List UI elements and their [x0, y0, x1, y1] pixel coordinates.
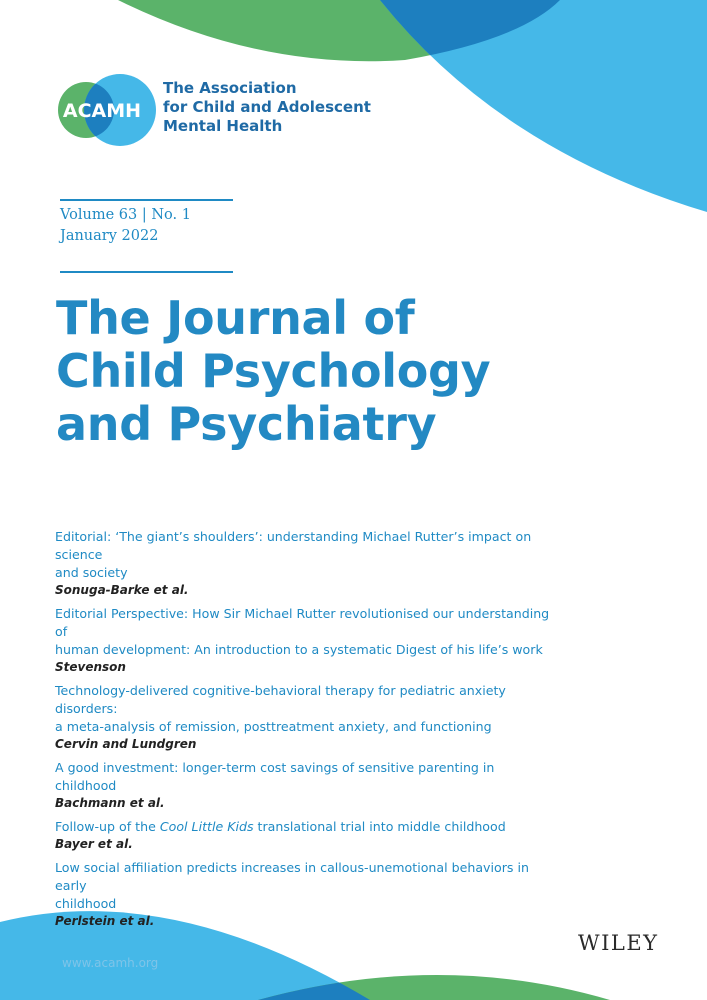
title-text: Technology-delivered cognitive-behavioral therapy for pediatric anxiety disorders:: [55, 683, 506, 716]
article-entry[interactable]: [55, 759, 555, 811]
volume-number: Volume 63 | No. 1: [60, 207, 191, 223]
title-text: Editorial Perspective: How Sir Michael Rutter revolutionised our understanding of: [55, 606, 550, 639]
article-entry[interactable]: [55, 818, 555, 852]
title-text: Editorial: ‘The giant’s shoulders’: understanding Michael Rutter’s impact on science: [55, 529, 532, 562]
acamh-logo: [58, 72, 158, 148]
table-of-contents: [55, 528, 555, 936]
article-authors: Bayer et al.: [55, 837, 133, 851]
article-authors: Cervin and Lundgren: [55, 737, 197, 751]
article-authors: Stevenson: [55, 660, 126, 674]
org-line-3: Mental Health: [163, 117, 283, 135]
title-line-1: The Journal of: [56, 291, 415, 345]
title-italic-text: Cool Little Kids: [159, 819, 254, 834]
title-text: Follow-up of the: [55, 819, 160, 834]
title-text: a meta-analysis of remission, posttreatment anxiety, and functioning: [55, 719, 492, 734]
article-entry[interactable]: [55, 605, 555, 675]
title-text: and society: [55, 565, 128, 580]
logo-text: ACAMH: [62, 100, 142, 122]
organization-name: [163, 79, 371, 136]
article-title: [55, 859, 555, 913]
article-authors: Sonuga-Barke et al.: [55, 583, 189, 597]
title-text: childhood: [55, 896, 117, 911]
journal-title: [56, 292, 490, 451]
issue-info: [60, 205, 191, 247]
title-line-2: Child Psychology: [56, 344, 491, 398]
article-entry[interactable]: [55, 528, 555, 598]
title-text: A good investment: longer-term cost savings of sensitive parenting in childhood: [55, 760, 495, 793]
publisher-logo: WILEY: [578, 931, 659, 955]
article-title: [55, 528, 555, 582]
article-entry[interactable]: [55, 859, 555, 929]
org-line-1: The Association: [163, 79, 297, 97]
title-line-3: and Psychiatry: [56, 397, 437, 451]
article-title: [55, 759, 555, 795]
title-text: human development: An introduction to a systematic Digest of his life’s work: [55, 642, 543, 657]
article-title: [55, 818, 555, 836]
article-title: [55, 682, 555, 736]
issue-date: January 2022: [60, 228, 159, 244]
article-title: [55, 605, 555, 659]
article-authors: Bachmann et al.: [55, 796, 165, 810]
divider-bottom: [60, 271, 233, 273]
article-entry[interactable]: [55, 682, 555, 752]
website-link[interactable]: www.acamh.org: [62, 956, 159, 970]
title-text: translational trial into middle childhood: [253, 819, 506, 834]
org-line-2: for Child and Adolescent: [163, 98, 371, 116]
article-authors: Perlstein et al.: [55, 914, 155, 928]
divider-top: [60, 199, 233, 201]
title-text: Low social affiliation predicts increases in callous-unemotional behaviors in early: [55, 860, 529, 893]
